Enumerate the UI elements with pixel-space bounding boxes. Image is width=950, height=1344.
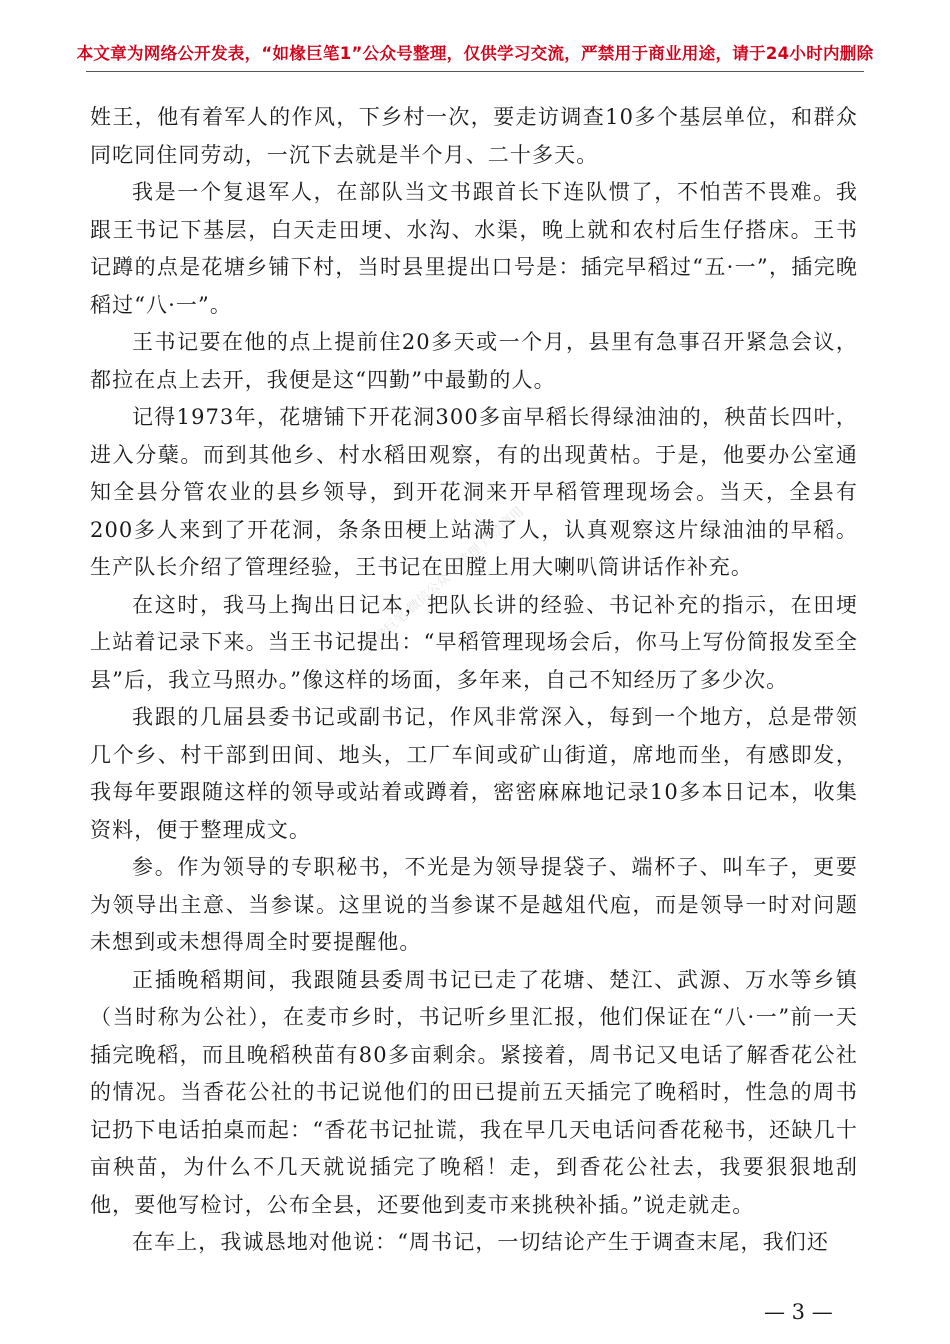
paragraph: 我跟的几届县委书记或副书记，作风非常深入，每到一个地方，总是带领几个乡、村干部到田间、地头，工厂车间或矿山街道，席地而坐，有感即发，我每年要跟随这样的领导或站着或蹲着，密密麻麻地记录10多本日记本，收集资料，便于整理成文。 [90, 705, 858, 842]
paragraph: 参。作为领导的专职秘书，不光是为领导提袋子、端杯子、叫车子，更要为领导出主意、当参谋。这里说的当参谋不是越俎代庖，而是领导一时对问题未想到或未想得周全时要提醒他。 [90, 855, 858, 954]
paragraph: 正插晚稻期间，我跟随县委周书记已走了花塘、楚江、武源、万水等乡镇（当时称为公社），在麦市乡时，书记听乡里汇报，他们保证在“八·一”前一天插完晚稻，而且晚稻秧苗有80多亩剩余。紧接着，周书记又电话了解香花公社的情况。当香花公社的书记说他们的田已提前五天插完了晚稻时，性急的周书记扔下电话拍桌而起：“香花书记扯谎，我在早几天电话问香花秘书，还缺几十亩秧苗，为什么不几天就说插完了晚稻！走，到香花公社去，我要狠狠地刮他，要他写检讨，公布全县，还要他到麦市来挑秧补插。”说走就走。 [90, 967, 858, 1217]
watermark: 如椽巨笔 微信公众号 整理 严禁商用 [362, 504, 527, 655]
copyright-banner: 本文章为网络公开发表，“如椽巨笔1”公众号整理，仅供学习交流，严禁用于商业用途，请于24小时内删除 [76, 44, 874, 63]
document-body [90, 99, 858, 1262]
paragraph: 在这时，我马上掏出日记本，把队长讲的经验、书记补充的指示，在田埂上站着记录下来。当王书记提出：“早稻管理现场会后，你马上写份简报发至全县”后，我立马照办。”像这样的场面，多年来，自己不知经历了多少次。 [90, 592, 858, 692]
paragraph: 记得1973年，花塘铺下开花洞300多亩早稻长得绿油油的，秧苗长四叶，进入分蘖。而到其他乡、村水稻田观察，有的出现黄枯。于是，他要办公室通知全县分管农业的县乡领导，到开花洞来开早稻管理现场会。当天，全县有200多人来到了开花洞，条条田梗上站满了人，认真观察这片绿油油的早稻。生产队长介绍了管理经验，王书记在田膛上用大喇叭筒讲话作补充。 [90, 405, 858, 579]
paragraph: 我是一个复退军人，在部队当文书跟首长下连队惯了，不怕苦不畏难。我跟王书记下基层，白天走田埂、水沟、水渠，晚上就和农村后生仔搭床。王书记蹲的点是花塘乡铺下村，当时县里提出口号是：插完早稻过“五·一”，插完晚稻过“八·一”。 [90, 180, 858, 317]
header-divider [86, 71, 864, 72]
paragraph: 王书记要在他的点上提前住20多天或一个月，县里有急事召开紧急会议，都拉在点上去开，我便是这“四勤”中最勤的人。 [90, 330, 858, 392]
paragraph: 姓王，他有着军人的作风，下乡村一次，要走访调查10多个基层单位，和群众同吃同住同劳动，一沉下去就是半个月、二十多天。 [90, 105, 858, 167]
paragraph: 在车上，我诚恳地对他说：“周书记，一切结论产生于调查末尾，我们还 [132, 1230, 829, 1254]
page-number: — 3 — [764, 1300, 833, 1324]
